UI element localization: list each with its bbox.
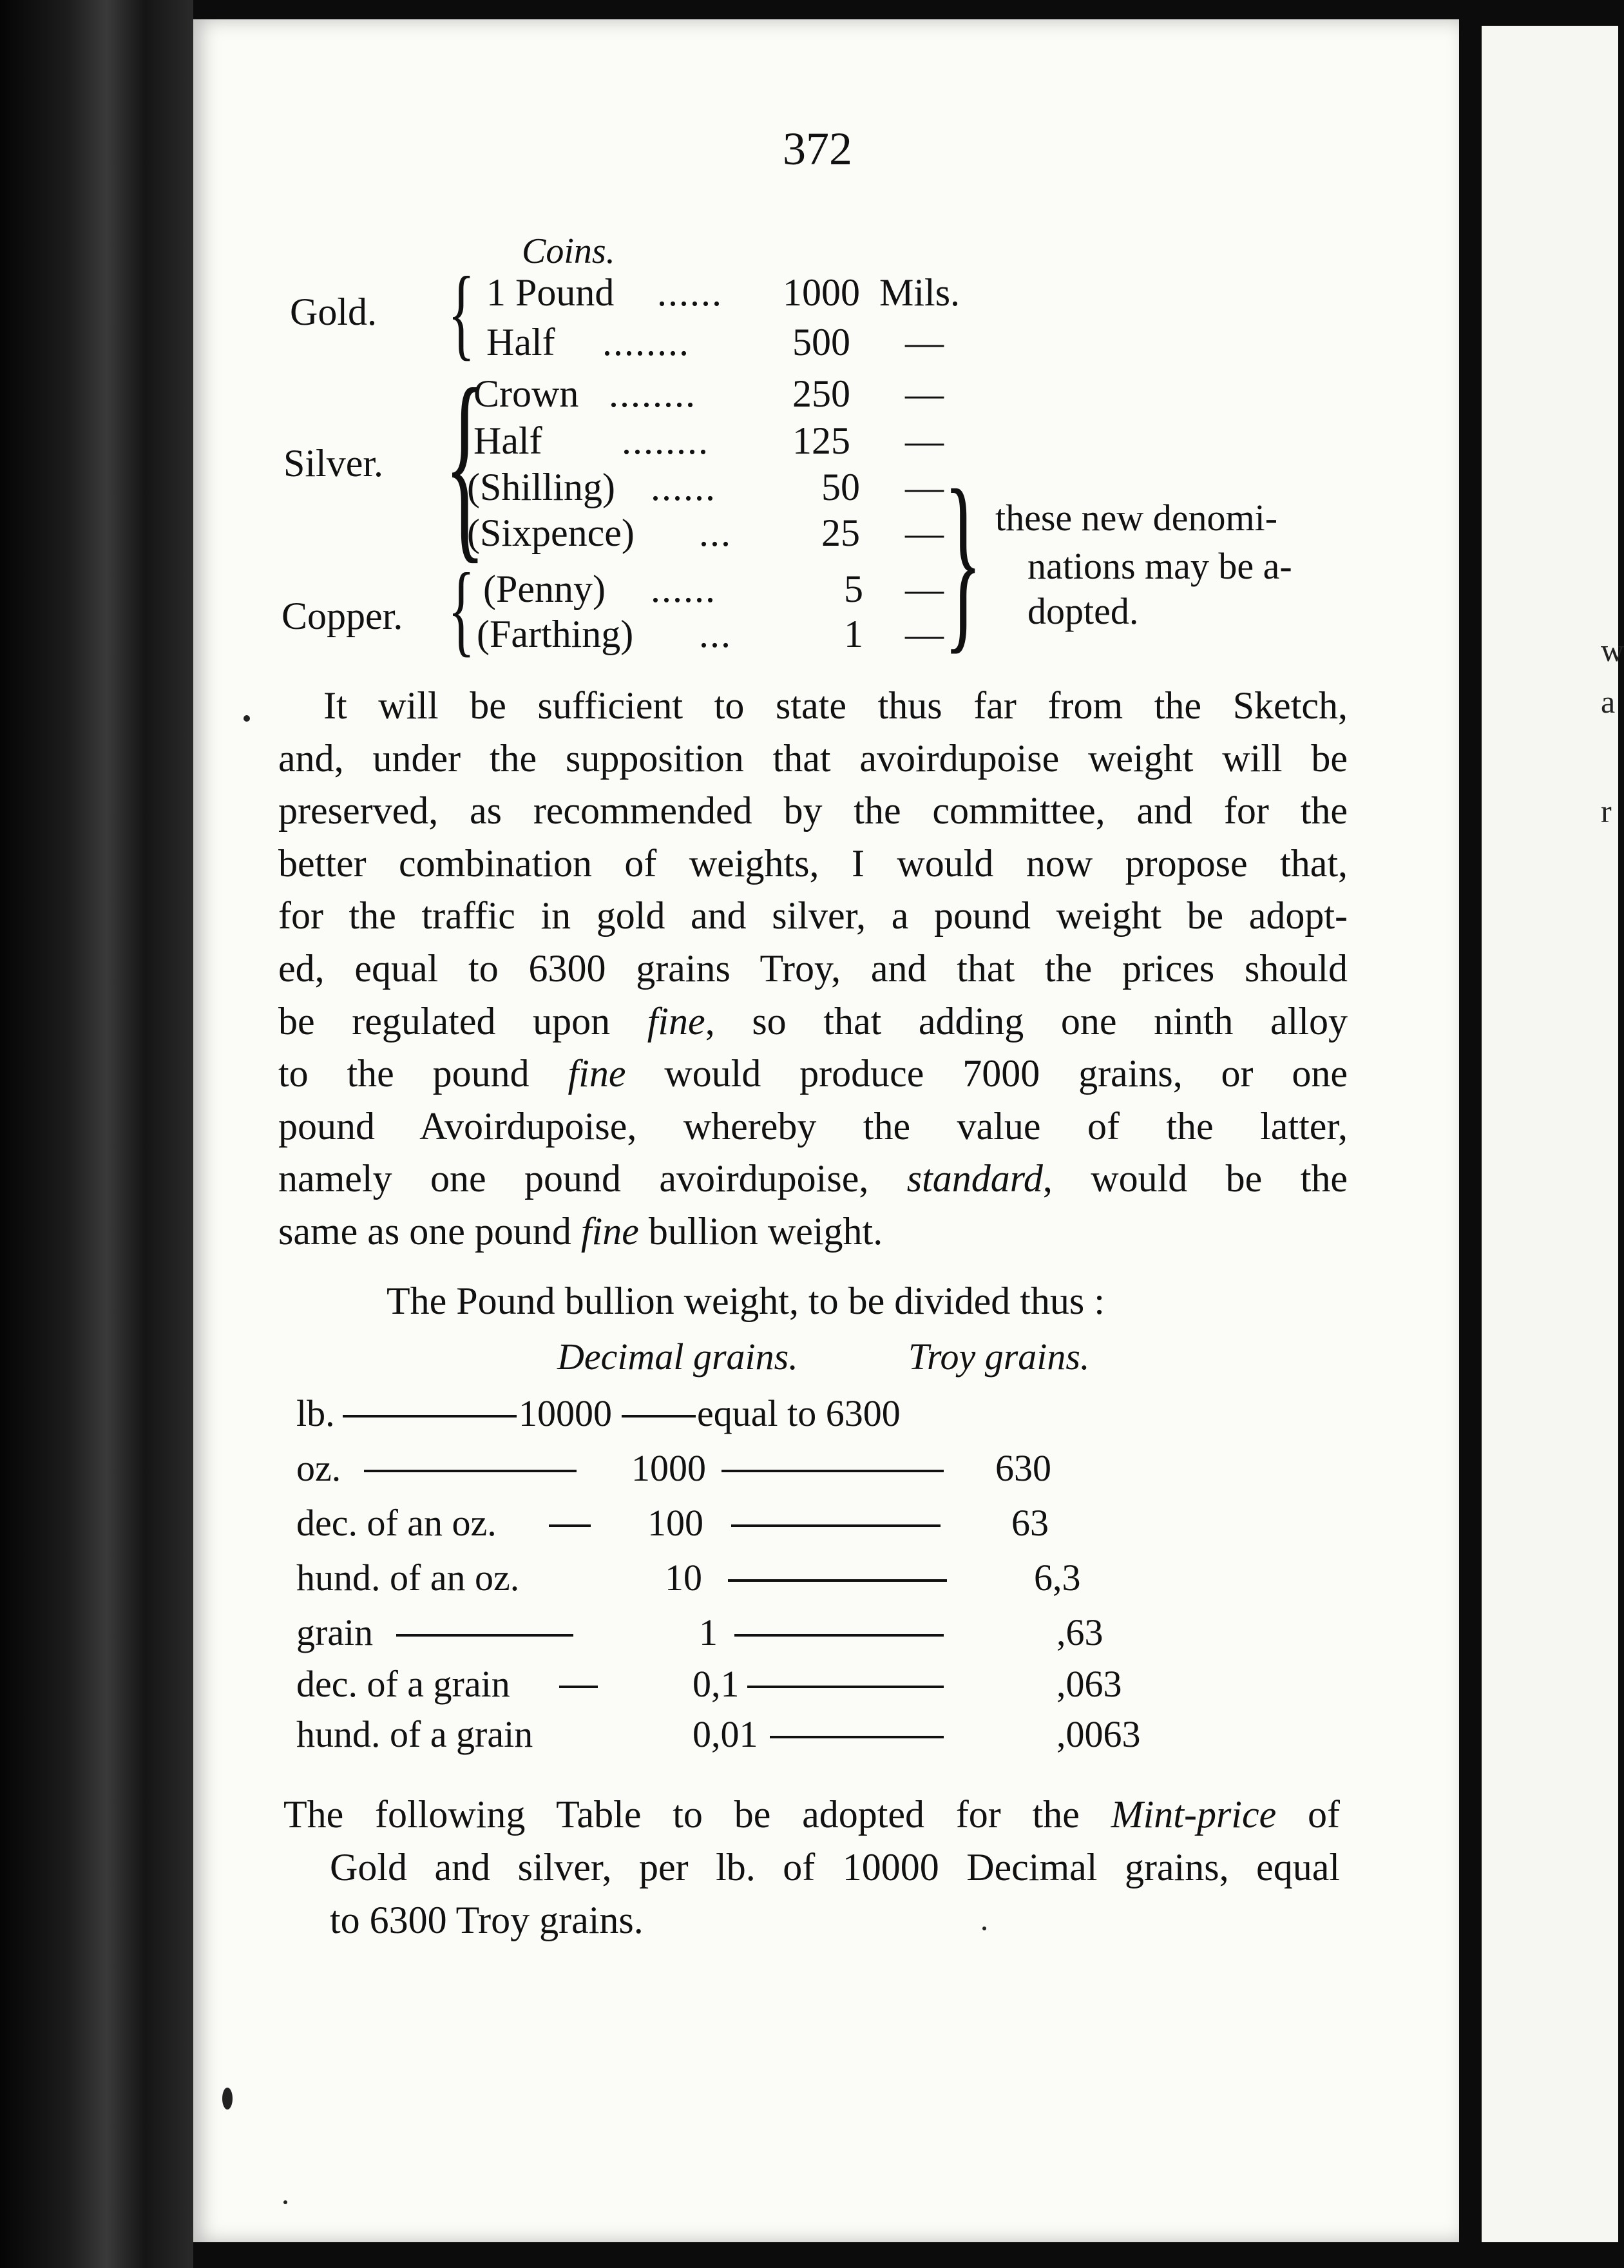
- body-paragraph: [278, 680, 1348, 1258]
- row-troy: 63: [1011, 1502, 1049, 1544]
- paragraph-line: Gold and silver, per lb. of 10000 Decimal grains, equal: [330, 1846, 1340, 1888]
- column-heading-troy: Troy grains.: [908, 1336, 1090, 1378]
- row-decimal: 0,1: [693, 1663, 740, 1705]
- coin-value: 125: [792, 419, 850, 462]
- coin-name: 1 Pound: [486, 271, 615, 314]
- ink-speck: [982, 1927, 986, 1930]
- leader-rule: [622, 1415, 696, 1418]
- coin-dots: ........: [609, 372, 696, 415]
- facing-page-edge: [1482, 26, 1624, 2242]
- facing-page-letter: a: [1601, 684, 1616, 720]
- paragraph-line: for the traffic in gold and silver, a pound weight be adopt-: [278, 894, 1348, 937]
- paragraph-line: to 6300 Troy grains.: [330, 1899, 644, 1941]
- table-row: [296, 1611, 1103, 1662]
- leader-rule: [734, 1634, 944, 1637]
- row-decimal: 10000: [519, 1392, 612, 1434]
- coin-unit: Mils.: [879, 271, 960, 314]
- row-unit: lb.: [296, 1392, 335, 1434]
- coin-name: (Sixpence): [467, 512, 635, 554]
- coin-value: 250: [792, 372, 850, 415]
- table-row: [296, 1713, 1141, 1764]
- paragraph-line: and, under the supposition that avoirdupoise weight will be: [278, 736, 1348, 780]
- coin-dots: ......: [651, 568, 716, 610]
- note-line: dopted.: [1027, 590, 1139, 632]
- brace-silver: {: [444, 346, 486, 581]
- coin-unit: —: [905, 613, 944, 655]
- metal-label-silver: Silver.: [283, 442, 384, 485]
- ink-speck: [283, 2200, 287, 2204]
- row-decimal: 10: [665, 1557, 702, 1599]
- coin-value: 5: [844, 568, 863, 610]
- paragraph-line: same as one pound fine bullion weight.: [278, 1209, 883, 1253]
- leader-rule: [343, 1415, 517, 1418]
- row-troy: ,63: [1056, 1611, 1103, 1653]
- row-troy: ,0063: [1056, 1713, 1141, 1755]
- note-line: these new denomi-: [995, 497, 1278, 539]
- table-row: [296, 1556, 1095, 1608]
- leader-rule: [549, 1524, 591, 1527]
- leader-rule: [731, 1524, 941, 1527]
- leader-rule: [396, 1634, 573, 1637]
- row-decimal: 100: [647, 1502, 703, 1544]
- coin-value: 50: [821, 466, 860, 508]
- row-troy: equal to 6300: [697, 1392, 901, 1434]
- ink-speck: [244, 715, 250, 722]
- coin-dots: ...: [699, 613, 732, 655]
- table-heading: The Pound bullion weight, to be divided thus :: [387, 1280, 1105, 1322]
- coin-dots: ...: [699, 512, 732, 554]
- coin-dots: ......: [657, 271, 723, 314]
- row-decimal: 1000: [631, 1447, 706, 1489]
- brace-copper: {: [448, 552, 475, 666]
- table-row: [296, 1392, 1095, 1443]
- coin-unit: —: [905, 419, 944, 462]
- table-row: [296, 1662, 1122, 1714]
- paragraph-line: ed, equal to 6300 grains Troy, and that the prices should: [278, 947, 1348, 990]
- ink-speck: [222, 2088, 233, 2109]
- metal-label-gold: Gold.: [290, 291, 377, 333]
- coin-unit: —: [905, 321, 944, 363]
- note-line: nations may be a-: [1027, 545, 1292, 587]
- leader-rule: [770, 1736, 944, 1738]
- paragraph-line: be regulated upon fine, so that adding one ninth alloy: [278, 999, 1348, 1043]
- paragraph-line: to the pound fine would produce 7000 grains, or one: [278, 1052, 1348, 1095]
- coin-value: 1: [844, 613, 863, 655]
- row-decimal: 1: [699, 1611, 718, 1653]
- row-unit: oz.: [296, 1447, 341, 1489]
- coin-value: 25: [821, 512, 860, 554]
- facing-page-letter: r: [1601, 793, 1612, 829]
- coins-heading: Coins.: [522, 231, 615, 271]
- column-heading-decimal: Decimal grains.: [557, 1336, 798, 1378]
- table-row: [296, 1446, 1095, 1498]
- coin-unit: —: [905, 568, 944, 610]
- row-unit: dec. of an oz.: [296, 1502, 497, 1544]
- row-decimal: 0,01: [693, 1713, 758, 1755]
- brace-note: }: [944, 450, 982, 671]
- book-binding: [0, 0, 193, 2268]
- coin-name: Crown: [473, 372, 579, 415]
- coin-unit: —: [905, 372, 944, 415]
- row-unit: dec. of a grain: [296, 1663, 510, 1705]
- table-row: [296, 1501, 1095, 1553]
- coin-name: (Farthing): [477, 613, 634, 655]
- coin-value: 500: [792, 321, 850, 363]
- paragraph-line: preserved, as recommended by the committee, and for the: [278, 789, 1348, 832]
- row-troy: ,063: [1056, 1663, 1122, 1705]
- coin-name: (Shilling): [467, 466, 616, 508]
- coin-name: Half: [473, 419, 542, 462]
- coin-name: (Penny): [483, 568, 606, 610]
- paragraph-line: The following Table to be adopted for the Mint-price of: [283, 1793, 1340, 1836]
- metal-label-copper: Copper.: [282, 595, 403, 637]
- paragraph-line: better combination of weights, I would now propose that,: [278, 841, 1348, 885]
- row-troy: 630: [995, 1447, 1051, 1489]
- row-unit: hund. of an oz.: [296, 1557, 520, 1599]
- brace-gold: {: [448, 255, 475, 370]
- leader-rule: [559, 1686, 598, 1688]
- coin-dots: ......: [651, 466, 716, 508]
- coin-name: Half: [486, 321, 555, 363]
- coin-dots: ........: [622, 419, 709, 462]
- coin-unit: —: [905, 512, 944, 554]
- coin-unit: —: [905, 466, 944, 508]
- row-unit: grain: [296, 1611, 374, 1653]
- row-troy: 6,3: [1034, 1557, 1081, 1599]
- leader-rule: [728, 1579, 947, 1582]
- leader-rule: [747, 1686, 944, 1688]
- paragraph-line: namely one pound avoirdupoise, standard, would be the: [278, 1157, 1348, 1200]
- coin-dots: ........: [602, 321, 690, 363]
- paragraph-line: pound Avoirdupoise, whereby the value of the latter,: [278, 1104, 1348, 1148]
- facing-page-letter: w: [1601, 632, 1624, 668]
- paragraph-line: It will be sufficient to state thus far from the Sketch,: [323, 684, 1348, 727]
- coin-value: 1000: [783, 271, 860, 314]
- page-number: 372: [783, 123, 852, 175]
- leader-rule: [364, 1470, 577, 1472]
- closing-paragraph: [283, 1788, 1340, 1946]
- leader-rule: [721, 1470, 944, 1472]
- row-unit: hund. of a grain: [296, 1713, 533, 1755]
